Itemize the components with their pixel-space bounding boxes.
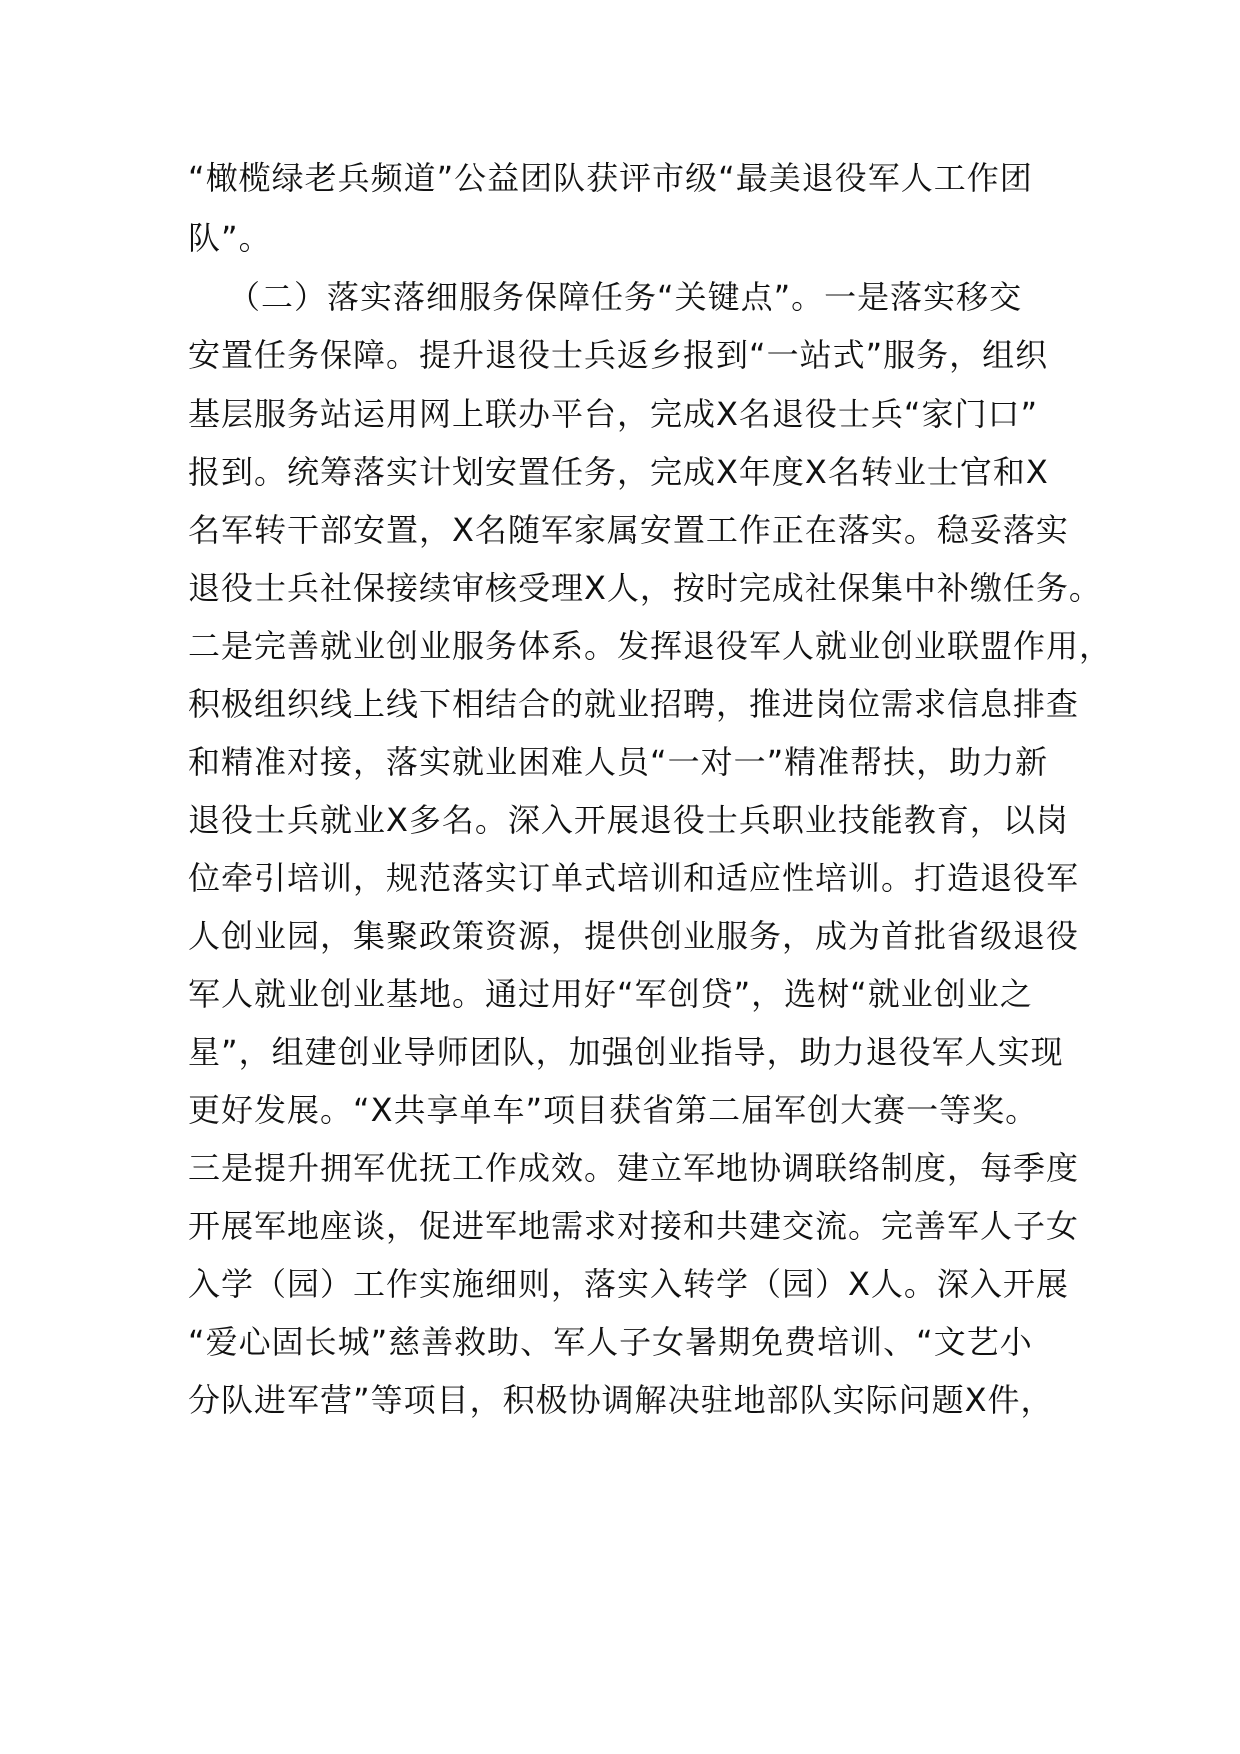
text-line: “橄榄绿老兵频道”公益团队获评市级“最美退役军人工作团 — [188, 159, 1033, 197]
text-line: 入学（园）工作实施细则，落实入转学（园）X人。深入开展 — [188, 1265, 1069, 1303]
text-line: 三是提升拥军优抚工作成效。建立军地协调联络制度，每季度 — [188, 1149, 1080, 1187]
text-line: 开展军地座谈，促进军地需求对接和共建交流。完善军人子女 — [188, 1207, 1080, 1245]
text-line: 星”，组建创业导师团队，加强创业指导，助力退役军人实现 — [188, 1033, 1064, 1071]
text-line: 和精准对接，落实就业困难人员“一对一”精准帮扶，助力新 — [188, 743, 1049, 781]
text-line: 安置任务保障。提升退役士兵返乡报到“一站式”服务，组织 — [188, 336, 1049, 374]
text-line: 退役士兵社保接续审核受理X人，按时完成社保集中补缴任务。 — [188, 569, 1102, 607]
text-line: 积极组织线上线下相结合的就业招聘，推进岗位需求信息排查 — [188, 685, 1080, 723]
section-heading-line: （二）落实落细服务保障任务“关键点”。一是落实移交 — [228, 278, 1023, 316]
text-line: 名军转干部安置，X名随军家属安置工作正在落实。稳妥落实 — [188, 511, 1069, 549]
text-line: 队”。 — [188, 219, 272, 257]
text-line: 基层服务站运用网上联办平台，完成X名退役士兵“家门口” — [188, 395, 1039, 433]
text-line: 人创业园，集聚政策资源，提供创业服务，成为首批省级退役 — [188, 917, 1080, 955]
text-line: 分队进军营”等项目，积极协调解决驻地部队实际问题X件， — [188, 1381, 1054, 1419]
text-line: 军人就业创业基地。通过用好“军创贷”，选树“就业创业之 — [188, 975, 1033, 1013]
text-line: 退役士兵就业X多名。深入开展退役士兵职业技能教育，以岗 — [188, 801, 1069, 839]
text-line: 更好发展。“X共享单车”项目获省第二届军创大赛一等奖。 — [188, 1091, 1039, 1129]
text-line: “爱心固长城”慈善救助、军人子女暑期免费培训、“文艺小 — [188, 1323, 1033, 1361]
text-line: 位牵引培训，规范落实订单式培训和适应性培训。打造退役军 — [188, 859, 1080, 897]
text-line: 二是完善就业创业服务体系。发挥退役军人就业创业联盟作用， — [188, 627, 1113, 665]
text-line: 报到。统筹落实计划安置任务，完成X年度X名转业士官和X — [188, 453, 1049, 491]
